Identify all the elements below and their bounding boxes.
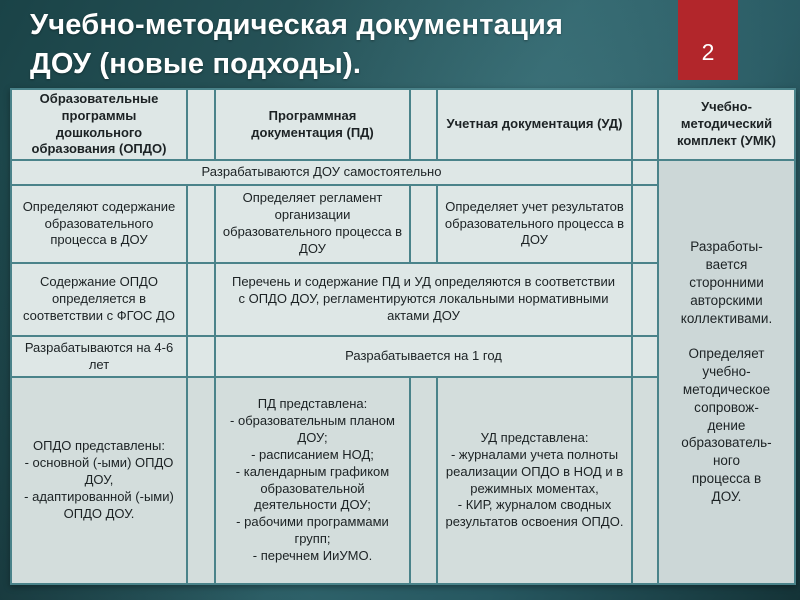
spacer-cell <box>188 337 214 376</box>
cell-pd-ud-period: Разрабатывается на 1 год <box>216 337 631 376</box>
cell-opdo-period: Разрабатываются на 4-6 лет <box>12 337 186 376</box>
header-cell-opdo: Образовательные программы дошкольного образования (ОПДО) <box>12 90 186 159</box>
slide-title <box>30 6 660 84</box>
spacer-cell <box>188 90 214 159</box>
header-cell-ud: Учетная документация (УД) <box>438 90 631 159</box>
spacer-cell <box>411 186 436 262</box>
spacer-cell <box>188 186 214 262</box>
cell-ud-represented: УД представлена: - журналами учета полноты реализации ОПДО в НОД и в режимных моментах, - КИР, журналом сводных результатов освоения ОПДО. <box>438 378 631 583</box>
spacer-cell <box>633 90 657 159</box>
spacer-cell <box>411 90 436 159</box>
cell-pd-ud-content: Перечень и содержание ПД и УД определяются в соответствии с ОПДО ДОУ, регламентируются локальными нормативными актами ДОУ <box>216 264 631 335</box>
cell-ud-defines: Определяет учет результатов образовательного процесса в ДОУ <box>438 186 631 262</box>
spacer-cell <box>633 378 657 583</box>
cell-opdo-defines: Определяют содержание образовательного процесса в ДОУ <box>12 186 186 262</box>
page-number: 2 <box>701 39 715 65</box>
cell-opdo-represented: ОПДО представлены: - основной (-ыми) ОПДО ДОУ, - адаптированной (-ыми) ОПДО ДОУ. <box>12 378 186 583</box>
spacer-cell <box>633 186 657 262</box>
page-number-badge <box>678 0 738 80</box>
spacer-cell <box>411 378 436 583</box>
slide-title-line1: Учебно-методическая документация <box>30 9 564 41</box>
spacer-cell <box>188 264 214 335</box>
cell-umk-description: Разработы- вается сторонними авторскими коллективами. Определяет учебно- методическое сопровож- дение образователь- ного процесса в ДОУ. <box>659 161 794 583</box>
doc-table <box>10 88 796 585</box>
spacer-cell <box>188 378 214 583</box>
header-cell-pd: Программная документация (ПД) <box>216 90 409 159</box>
cell-opdo-fgos: Содержание ОПДО определяется в соответствии с ФГОС ДО <box>12 264 186 335</box>
cell-pd-represented: ПД представлена: - образовательным планом ДОУ; - расписанием НОД; - календарным графиком образовательной деятельности ДОУ; - рабочими программами групп; - перечнем ИиУМО. <box>216 378 409 583</box>
cell-developed-independently: Разрабатываются ДОУ самостоятельно <box>12 161 631 184</box>
spacer-cell <box>633 264 657 335</box>
spacer-cell <box>633 161 657 184</box>
cell-pd-defines: Определяет регламент организации образовательного процесса в ДОУ <box>216 186 409 262</box>
slide-title-line2: ДОУ (новые подходы). <box>30 48 362 80</box>
spacer-cell <box>633 337 657 376</box>
header-cell-umk: Учебно-методический комплект (УМК) <box>659 90 794 159</box>
